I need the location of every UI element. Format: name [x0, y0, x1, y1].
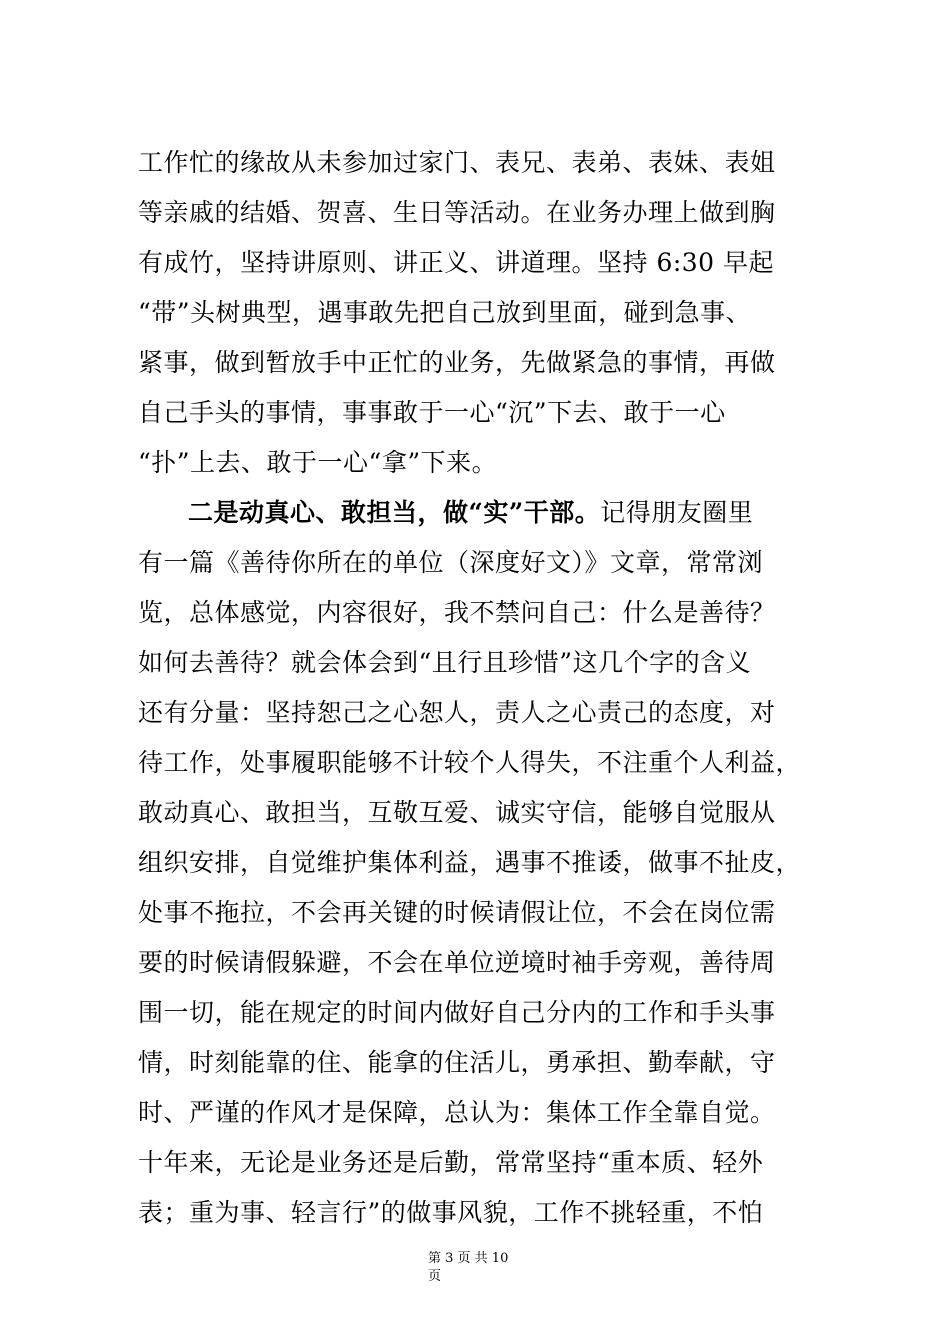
- text-line: 处事不拖拉，不会再关键的时候请假让位，不会在岗位需: [138, 898, 776, 927]
- text-line: 情，时刻能靠的住、能拿的住活儿，勇承担、勤奉献，守: [138, 1048, 776, 1077]
- text-line: 围一切，能在规定的时间内做好自己分内的工作和手头事: [138, 998, 776, 1027]
- text-line: 时、严谨的作风才是保障，总认为：集体工作全靠自觉。: [138, 1098, 776, 1127]
- page-number-continuation: 页: [428, 1269, 442, 1284]
- section-heading: 二是动真心、敢担当，做“实”干部。: [188, 498, 601, 527]
- text-line: “扑”上去、敢于一心“拿”下来。: [138, 448, 498, 477]
- text-line: 敢动真心、敢担当，互敬互爱、诚实守信，能够自觉服从: [138, 798, 776, 827]
- text-line: 要的时候请假躲避，不会在单位逆境时袖手旁观，善待周: [138, 948, 776, 977]
- text-line: 组织安排，自觉维护集体利益，遇事不推诿，做事不扯皮，: [138, 848, 802, 877]
- section-heading-line: [188, 498, 838, 528]
- page-number: 第 3 页 共 10: [428, 1251, 509, 1266]
- text-line: 待工作，处事履职能够不计较个人得失，不注重个人利益，: [138, 748, 802, 777]
- text-line: “带”头树典型，遇事敢先把自己放到里面，碰到急事、: [138, 298, 752, 327]
- text-line: 工作忙的缘故从未参加过家门、表兄、表弟、表妹、表姐: [138, 148, 776, 177]
- section-heading-continuation: 记得朋友圈里: [600, 498, 754, 527]
- text-line: 如何去善待？就会体会到“且行且珍惜”这几个字的含义: [138, 648, 752, 677]
- text-line: 等亲戚的结婚、贺喜、生日等活动。在业务办理上做到胸: [138, 198, 776, 227]
- text-line: 自己手头的事情，事事敢于一心“沉”下去、敢于一心: [138, 398, 726, 427]
- text-line: 览，总体感觉，内容很好，我不禁问自己：什么是善待？: [138, 598, 776, 627]
- text-line: 还有分量：坚持恕己之心恕人，责人之心责己的态度，对: [138, 698, 776, 727]
- text-line: 有成竹，坚持讲原则、讲正义、讲道理。坚持 6:30 早起: [138, 248, 775, 277]
- text-line: 十年来，无论是业务还是后勤，常常坚持“重本质、轻外: [138, 1148, 764, 1177]
- text-line: 紧事，做到暂放手中正忙的业务，先做紧急的事情，再做: [138, 348, 776, 377]
- text-line: 表；重为事、轻言行”的做事风貌，工作不挑轻重，不怕: [138, 1198, 764, 1227]
- text-line: 有一篇《善待你所在的单位（深度好文）》文章，常常浏: [138, 548, 764, 577]
